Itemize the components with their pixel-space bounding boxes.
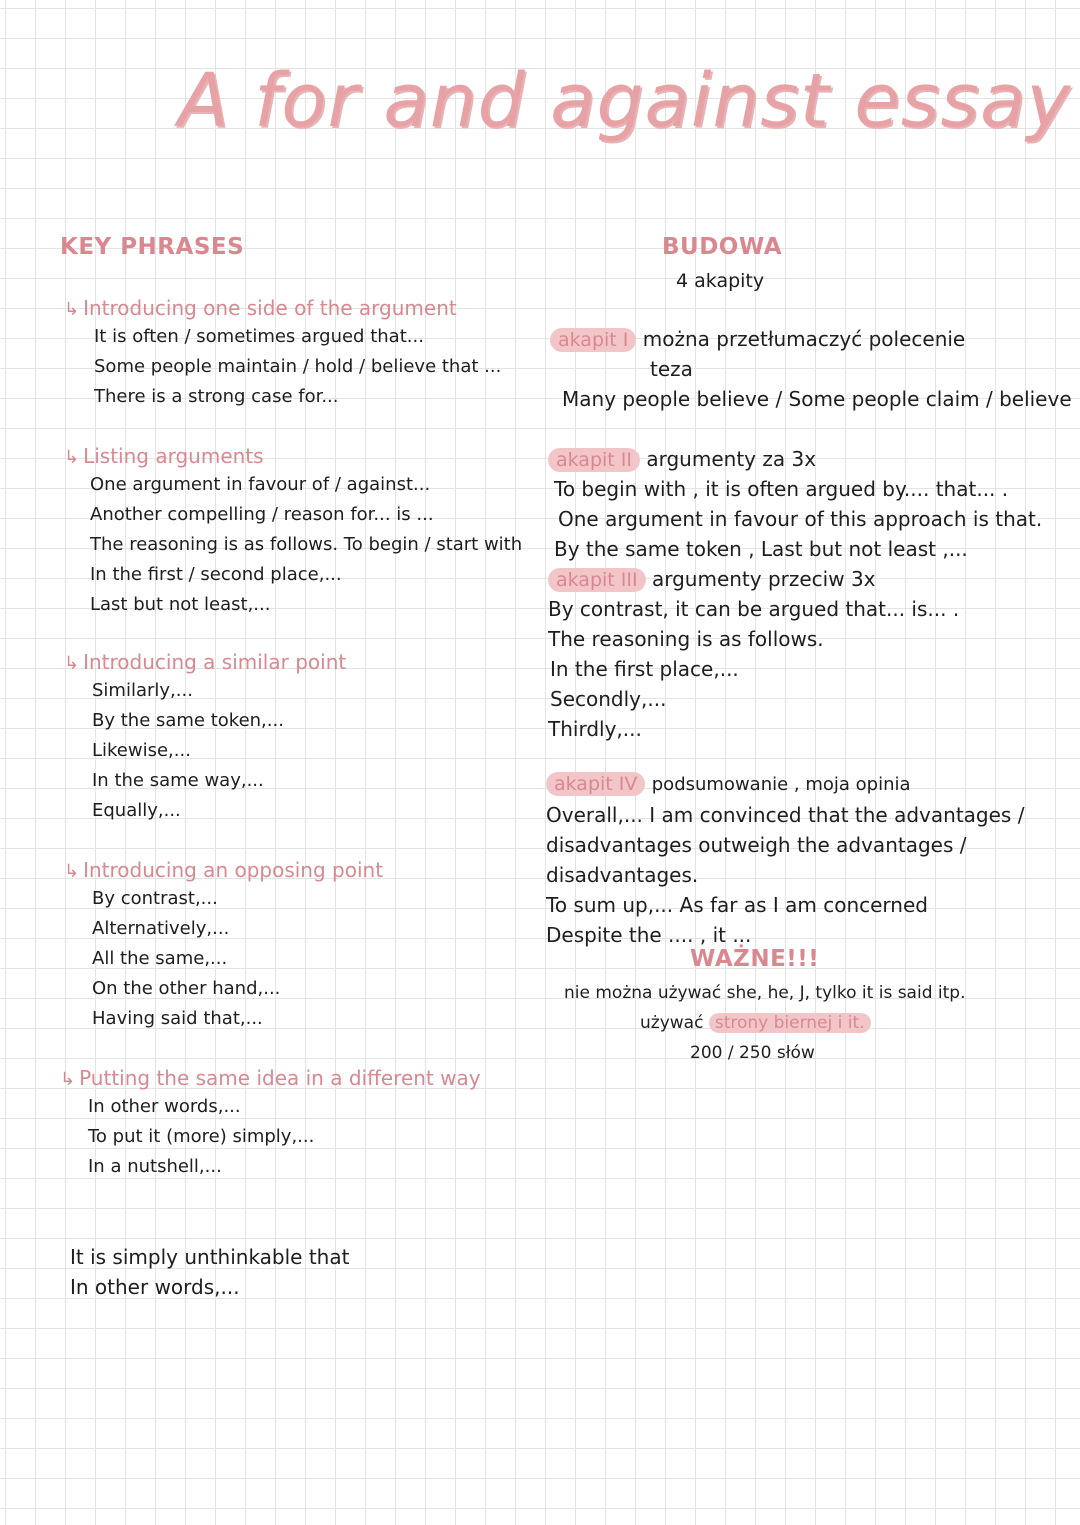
section-heading: ↳ Putting the same idea in a different way: [60, 1066, 481, 1090]
page-title: A for and against essay: [178, 58, 1072, 144]
section-heading: ↳ Introducing a similar point: [64, 650, 347, 674]
paragraph-line: Many people believe / Some people claim / believe: [562, 387, 1072, 411]
key-phrases-heading: KEY PHRASES: [60, 234, 245, 260]
paragraph-desc: można przetłumaczyć polecenie: [642, 327, 966, 351]
paragraph-desc: argumenty przeciw 3x: [651, 567, 876, 591]
phrase-line: There is a strong case for...: [94, 386, 339, 407]
footer-line: It is simply unthinkable that: [70, 1245, 350, 1269]
paragraph-label: akapit III: [548, 568, 646, 592]
phrase-line: To put it (more) simply,...: [88, 1126, 315, 1147]
phrase-line: All the same,...: [92, 948, 228, 969]
paragraph-line: The reasoning is as follows.: [548, 627, 824, 651]
phrase-line: On the other hand,...: [92, 978, 281, 999]
phrase-line: In other words,...: [88, 1096, 241, 1117]
phrase-line: Alternatively,...: [92, 918, 230, 939]
arrow-icon: ↳: [64, 653, 80, 674]
paragraph-line: One argument in favour of this approach is that.: [558, 507, 1043, 531]
paragraph-line: In the first place,...: [550, 657, 739, 681]
section-listing-arguments: [64, 444, 522, 620]
paragraph-line: Overall,... I am convinced that the advantages /: [546, 803, 1025, 827]
phrase-line: It is often / sometimes argued that...: [94, 326, 424, 347]
important-line-3: 200 / 250 słów: [690, 1043, 815, 1063]
phrase-line: In a nutshell,...: [88, 1156, 222, 1177]
footer-notes: [70, 1242, 349, 1302]
phrase-line: One argument in favour of / against...: [90, 474, 431, 495]
phrase-line: By contrast,...: [92, 888, 218, 909]
arrow-icon: ↳: [64, 861, 80, 882]
paragraph-line: To begin with , it is often argued by.... that... .: [554, 477, 1009, 501]
paragraph-3: [548, 564, 959, 744]
section-introducing-one-side: [64, 296, 501, 412]
passive-voice-highlight: strony biernej i it.: [709, 1013, 871, 1033]
phrase-line: Equally,...: [92, 800, 181, 821]
phrase-line: Having said that,...: [92, 1008, 263, 1029]
footer-line: In other words,...: [70, 1275, 240, 1299]
paragraph-line: To sum up,... As far as I am concerned: [546, 893, 928, 917]
paragraph-sub: teza: [650, 357, 693, 381]
paragraph-1: [550, 324, 1072, 414]
section-heading: ↳ Listing arguments: [64, 444, 264, 468]
arrow-icon: ↳: [60, 1069, 76, 1090]
phrase-line: Last but not least,...: [90, 594, 271, 615]
paragraph-label: akapit I: [550, 328, 636, 352]
important-line-2: używać strony biernej i it.: [640, 1008, 871, 1038]
phrase-line: Some people maintain / hold / believe that ...: [94, 356, 502, 377]
paragraph-line: Secondly,...: [550, 687, 667, 711]
phrase-line: Likewise,...: [92, 740, 191, 761]
arrow-icon: ↳: [64, 447, 80, 468]
paragraph-desc: argumenty za 3x: [646, 447, 817, 471]
phrase-line: In the first / second place,...: [90, 564, 342, 585]
important-line-1: nie można używać she, he, J, tylko it is said itp.: [564, 983, 966, 1003]
paragraph-desc: podsumowanie , moja opinia: [651, 774, 911, 795]
paragraph-line: Despite the .... , it ...: [546, 923, 752, 947]
budowa-heading: BUDOWA: [662, 234, 782, 260]
section-opposing-point: [64, 858, 383, 1034]
phrase-line: By the same token,...: [92, 710, 284, 731]
budowa-subheading: 4 akapity: [676, 270, 765, 292]
paragraph-line: By contrast, it can be argued that... is... .: [548, 597, 960, 621]
section-heading: ↳ Introducing an opposing point: [64, 858, 384, 882]
phrase-line: Similarly,...: [92, 680, 193, 701]
section-different-way: [60, 1066, 481, 1182]
paragraph-line: By the same token , Last but not least ,...: [554, 537, 968, 561]
section-similar-point: [64, 650, 346, 826]
paragraph-label: akapit IV: [546, 772, 645, 796]
phrase-line: Another compelling / reason for... is ...: [90, 504, 434, 525]
section-heading: ↳ Introducing one side of the argument: [64, 296, 457, 320]
important-heading: WAŻNE!!!: [690, 946, 820, 972]
phrase-line: The reasoning is as follows. To begin / start with: [90, 534, 523, 555]
paragraph-line: Thirdly,...: [548, 717, 642, 741]
paragraph-label: akapit II: [548, 448, 640, 472]
arrow-icon: ↳: [64, 299, 80, 320]
paragraph-line: disadvantages outweigh the advantages / disadvantages.: [546, 833, 967, 887]
phrase-line: In the same way,...: [92, 770, 264, 791]
paragraph-2: [548, 444, 1042, 564]
paragraph-4: [546, 768, 1080, 950]
